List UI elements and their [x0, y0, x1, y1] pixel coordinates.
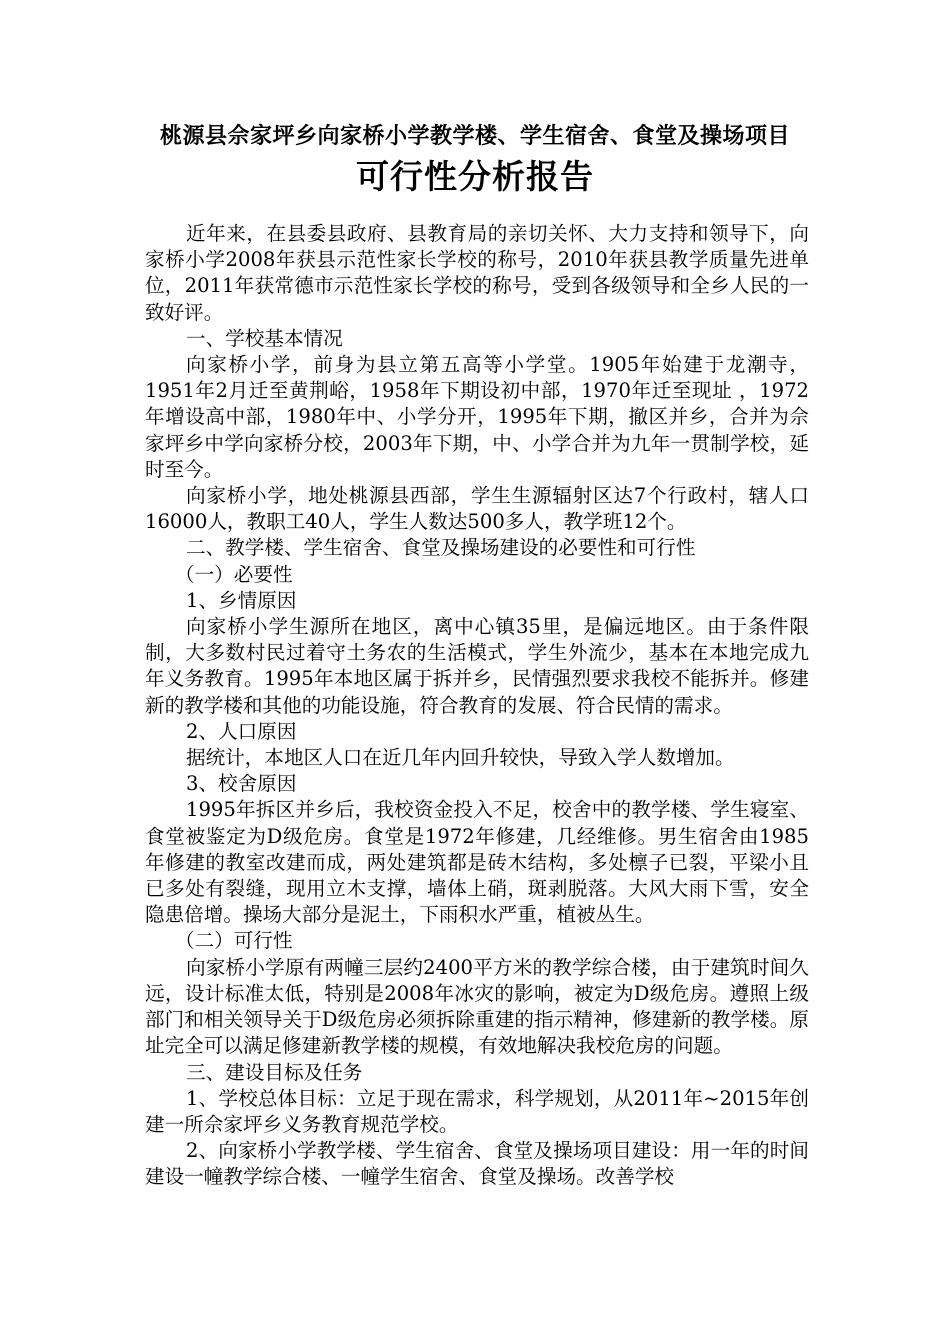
paragraph-goal-2: 2、向家桥小学教学楼、学生宿舍、食堂及操场项目建设：用一年的时间建设一幢教学综合楼、一幢学生宿舍、食堂及操场。改善学校 [145, 1139, 809, 1189]
report-body [145, 221, 809, 1191]
subsection-heading-necessity: （一）必要性 [175, 562, 293, 586]
item-heading-2: 2、人口原因 [186, 719, 297, 743]
paragraph-intro: 近年来，在县委县政府、县教育局的亲切关怀、大力支持和领导下，向家桥小学2008年获县示范性家长学校的称号，2010年获县教学质量先进单位，2011年获常德市示范性家长学校的称号，受到各级领导和全乡人民的一致好评。 [145, 222, 809, 324]
paragraph-goal-1: 1、学校总体目标：立足于现在需求，科学规划，从2011年~2015年创建一所佘家坪乡义务教育规范学校。 [145, 1086, 809, 1136]
item-heading-1: 1、乡情原因 [186, 588, 297, 612]
paragraph-location: 向家桥小学，地处桃源县西部，学生生源辐射区达7个行政村，辖人口16000人，教职工40人，学生人数达500多人，教学班12个。 [145, 484, 809, 534]
subsection-heading-feasibility: （二）可行性 [175, 929, 293, 953]
paragraph-population: 据统计，本地区人口在近几年内回升较快，导致入学人数增加。 [186, 746, 735, 770]
paragraph-buildings: 1995年拆区并乡后，我校资金投入不足，校舍中的教学楼、学生寝室、食堂被鉴定为D级危房。食堂是1972年修建，几经维修。男生宿舍由1985年修建的教室改建而成，两处建筑都是砖木结构，多处檩子已裂，平梁小且已多处有裂缝，现用立木支撑，墙体上硝，斑剥脱落。大风大雨下雪，安全隐患倍增。操场大部分是泥土，下雨积水严重，植被丛生。 [145, 798, 809, 927]
section-heading-2: 二、教学楼、学生宿舍、食堂及操场建设的必要性和可行性 [186, 536, 696, 560]
report-title-line1: 桃源县佘家坪乡向家桥小学教学楼、学生宿舍、食堂及操场项目 [159, 124, 790, 149]
item-heading-3: 3、校舍原因 [186, 772, 297, 796]
report-title-line2: 可行性分析报告 [356, 157, 594, 196]
section-heading-3: 三、建设目标及任务 [186, 1060, 363, 1084]
section-heading-1: 一、学校基本情况 [186, 326, 343, 350]
paragraph-local-conditions: 向家桥小学生源所在地区，离中心镇35里，是偏远地区。由于条件限制，大多数村民过着守土务农的生活模式，学生外流少，基本在本地完成九年义务教育。1995年本地区属于拆并乡，民情强烈要求我校不能拆并。修建新的教学楼和其他的功能设施，符合教育的发展、符合民情的需求。 [145, 615, 809, 717]
paragraph-feasibility: 向家桥小学原有两幢三层约2400平方米的教学综合楼，由于建筑时间久远，设计标准太低，特别是2008年冰灾的影响，被定为D级危房。遵照上级部门和相关领导关于D级危房必须拆除重建的指示精神，修建新的教学楼。原址完全可以满足修建新教学楼的规模，有效地解决我校危房的问题。 [145, 955, 809, 1058]
paragraph-history: 向家桥小学，前身为县立第五高等小学堂。1905年始建于龙潮寺，1951年2月迁至黄荆峪，1958年下期设初中部，1970年迁至现址 ，1972年增设高中部，1980年中、小学分开，1995年下期，撤区并乡，合并为佘家坪乡中学向家桥分校，2003年下期，中、小学合并为九年一贯制学校，延时至今。 [145, 353, 809, 481]
